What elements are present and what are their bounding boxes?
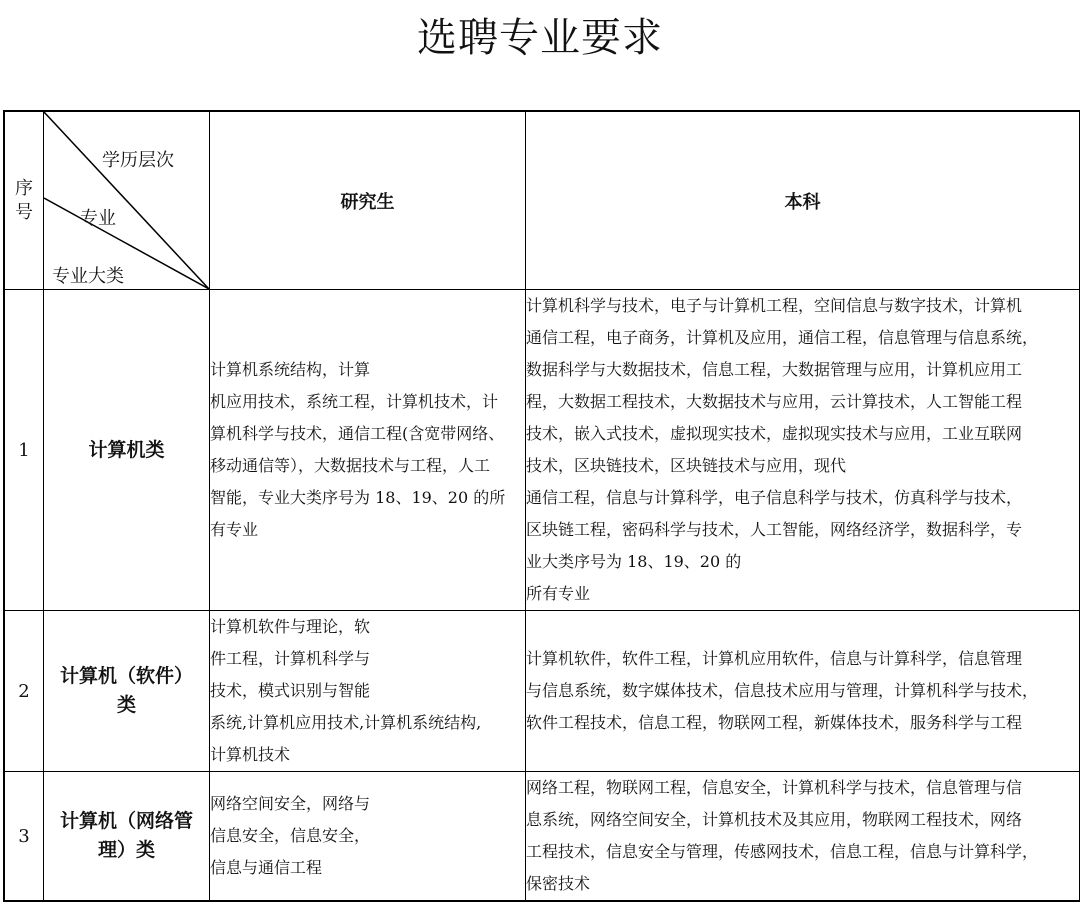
text-line: 信息安全，信息安全，: [210, 826, 371, 845]
text-line: 算机科学与技术，通信工程(含宽带网络、: [210, 424, 505, 443]
text-line: 所有专业: [526, 584, 591, 603]
text-line: 机应用技术，系统工程，计算机技术，计: [210, 392, 499, 411]
text-line: 区块链工程，密码科学与技术，人工智能，网络经济学，数据科学，专: [526, 520, 1023, 539]
text-line: 计算机科学与技术，电子与计算机工程，空间信息与数字技术，计算机: [526, 296, 1023, 315]
category-cell: [44, 772, 210, 902]
text-line: 网络工程，物联网工程，信息安全，计算机科学与技术，信息管理与信: [526, 778, 1023, 797]
text-line: 息系统，网络空间安全，计算机技术及其应用，物联网工程技术，网络: [526, 810, 1023, 829]
category-cell: [44, 611, 210, 772]
text-line: 与信息系统，数字媒体技术，信息技术应用与管理，计算机科学与技术，: [526, 681, 1039, 700]
text-line: 件工程，计算机科学与: [210, 649, 371, 668]
page-title: 选聘专业要求: [417, 15, 663, 61]
header-row: [4, 111, 1080, 290]
text-line: 业大类序号为 18、19、20 的: [526, 552, 742, 571]
table-row: [4, 290, 1080, 611]
text-line: 系统,计算机应用技术,计算机系统结构,: [210, 713, 482, 732]
graduate-cell: [210, 290, 526, 611]
text-line: 计算机软件与理论，软: [210, 617, 371, 636]
text-line: 数据科学与大数据技术，信息工程，大数据管理与应用，计算机应用工: [526, 360, 1023, 379]
text-line: 网络空间安全，网络与: [210, 794, 371, 813]
text-line: 技术，模式识别与智能: [210, 681, 371, 700]
row-number: 1: [4, 290, 44, 611]
text-line: 计算机系统结构，计算: [210, 360, 371, 379]
category-line: 计算机（网络管: [59, 810, 193, 832]
graduate-cell: [210, 772, 526, 902]
text-line: 智能，专业大类序号为 18、19、20 的所: [210, 488, 506, 507]
seq-header-line: 序: [15, 177, 33, 199]
diagonal-header: [44, 111, 210, 290]
category-line: 类: [116, 694, 136, 716]
text-line: 通信工程，电子商务，计算机及应用，通信工程，信息管理与信息系统，: [526, 328, 1039, 347]
row-number: 3: [4, 772, 44, 902]
diag-category-label: 专业大类: [52, 266, 124, 287]
text-line: 计算机软件，软件工程，计算机应用软件，信息与计算科学，信息管理: [526, 649, 1023, 668]
category-cell: 计算机类: [44, 290, 210, 611]
graduate-cell: [210, 611, 526, 772]
graduate-header: 研究生: [210, 111, 526, 290]
text-line: 程，大数据工程技术，大数据技术与应用，云计算技术，人工智能工程: [526, 392, 1023, 411]
text-line: 计算机技术: [210, 745, 291, 764]
undergraduate-cell: [526, 611, 1080, 772]
text-line: 技术，嵌入式技术，虚拟现实技术，虚拟现实技术与应用，工业互联网: [526, 424, 1023, 443]
seq-header-line: 号: [15, 201, 33, 223]
seq-header: [4, 111, 44, 290]
text-line: 技术，区块链技术，区块链技术与应用，现代: [526, 456, 847, 475]
table-row: [4, 772, 1080, 902]
requirements-table: [3, 110, 1080, 902]
table-row: [4, 611, 1080, 772]
diag-major-label: 专业: [80, 208, 116, 229]
undergraduate-header: 本科: [526, 111, 1080, 290]
text-line: 工程技术，信息安全与管理，传感网技术，信息工程，信息与计算科学，: [526, 842, 1039, 861]
row-number: 2: [4, 611, 44, 772]
category-line: 理）类: [97, 839, 155, 861]
undergraduate-cell: [526, 290, 1080, 611]
text-line: 保密技术: [526, 874, 591, 893]
text-line: 信息与通信工程: [210, 858, 323, 877]
text-line: 软件工程技术，信息工程，物联网工程，新媒体技术，服务科学与工程: [526, 713, 1023, 732]
text-line: 通信工程，信息与计算科学，电子信息科学与技术，仿真科学与技术，: [526, 488, 1023, 507]
diag-level-label: 学历层次: [102, 150, 174, 171]
text-line: 移动通信等），大数据技术与工程，人工: [210, 456, 491, 475]
text-line: 有专业: [210, 520, 259, 539]
undergraduate-cell: [526, 772, 1080, 902]
category-line: 计算机（软件）: [59, 665, 193, 687]
